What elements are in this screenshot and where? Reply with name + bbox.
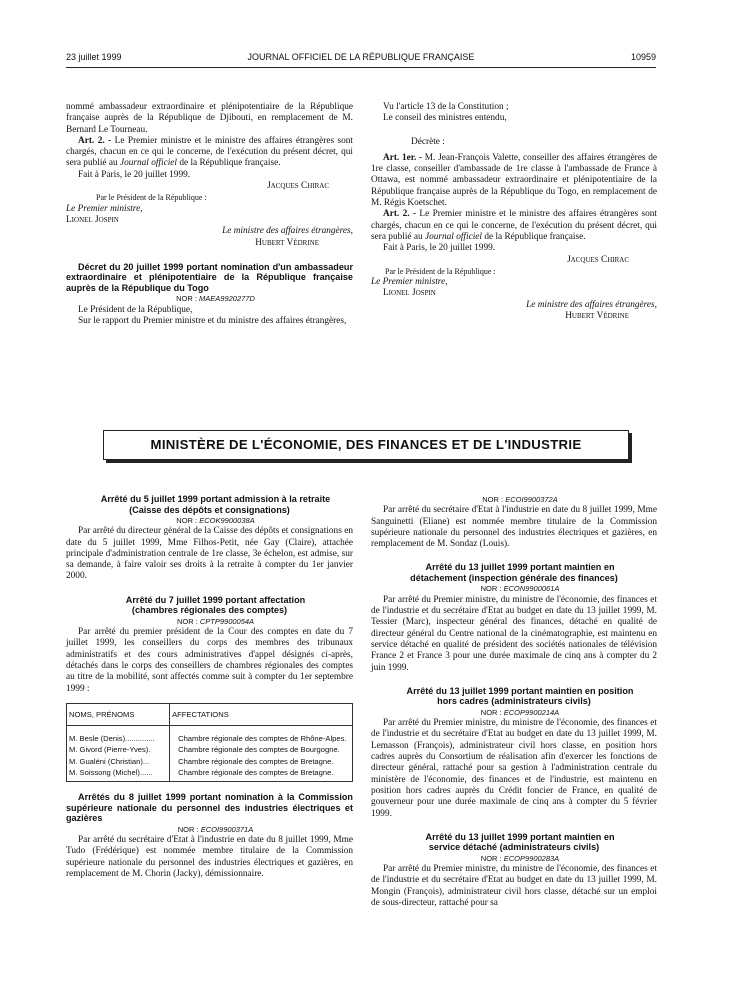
arrete-hors-cadres-nor: NOR : ECOP9900214A [480, 707, 560, 717]
table-row: M. Givord (Pierre-Yves). Chambre régionale des comptes de Bourgogne. [69, 745, 340, 755]
header-journal: JOURNAL OFFICIEL DE LA RÉPUBLIQUE FRANÇAISE [247, 52, 475, 62]
djibouti-paragraph: nommé ambassadeur extraordinaire et plénipotentiaire de la République française auprès de la République de Djibouti, en remplacement de M. Bernard Le Tourneau. [66, 102, 353, 135]
arretes-nomination-nor: NOR : ECOI9900371A [177, 824, 254, 834]
table-row: M. Gualéni (Christian)... Chambre régionale des comptes de Bretagne. [69, 756, 334, 766]
president-line: Le Président de la République, [78, 304, 193, 315]
top-left-column [66, 102, 353, 327]
table-header-noms: NOMS, PRÉNOMS [67, 704, 170, 726]
table-row: M. Besle (Denis).............. Chambre régionale des comptes de Rhône-Alpes. [69, 734, 347, 744]
ministry-banner-text: MINISTÈRE DE L'ÉCONOMIE, DES FINANCES ET DE L'INDUSTRIE [150, 437, 582, 452]
pm-name: Lionel Jospin [66, 214, 119, 225]
table-header-affectations: AFFECTATIONS [170, 704, 352, 726]
decret-nor: NOR : MAEA9920277D [176, 294, 255, 304]
arrete-hors-cadres-text: Par arrêté du Premier ministre, du ministre de l'économie, des finances et de l'industrie et du secrétaire d'Etat au budget en date du 13 juillet 1999, M. Lemasson (François), administrateur civil hors classe, en position hors cadres auprès du Consortium de réalisation afin d'exercer les fonctions de directeur général, rattaché pour sa gestion à l'administration centrale du ministère de l'économie, des finances et de l'industrie, est maintenu en position hors cadres auprès du Crédit foncier de France, en qualité de gouverneur pour une durée maximale de cinq ans à compter du 5 février 1999. [371, 718, 657, 819]
fait-a-paris-right: Fait à Paris, le 20 juillet 1999. [383, 243, 496, 254]
arretes-nomination-text: Par arrêté du secrétaire d'Etat à l'industrie en date du 8 juillet 1999, Mme Tudo (Frédérique) est nommée membre titulaire de la Commission supérieure nationale du personnel des industries électriques et gazières, en remplacement de M. Chorin (Jacky), démissionnaire. [66, 835, 353, 880]
arrete-detachement-text: Par arrêté du Premier ministre, du ministre de l'économie, des finances et de l'industrie et du secrétaire d'Etat au budget en date du 13 juillet 1999, M. Tessier (Marc), inspecteur général des finances, détaché en qualité de directeur général du Centre national de la cinématographie, est maintenu en service détaché en qualité de président des sociétés nationales de télévision France 2 et France 3 pour une durée maximale de cinq ans à compter du 2 juin 1999. [371, 594, 657, 673]
arrete-retraite-title: Arrêté du 5 juillet 1999 portant admission à la retraite (Caisse des dépôts et consignations) [100, 494, 331, 515]
mae-title-right: Le ministre des affaires étrangères, [526, 299, 657, 310]
arrete-detachement-nor: NOR : ECON9900061A [480, 584, 560, 594]
pm-title-right: Le Premier ministre, [371, 277, 448, 288]
header-date: 23 juillet 1999 [66, 52, 122, 62]
header-page-number: 10959 [630, 52, 656, 62]
header-rule [66, 67, 656, 68]
vu-constitution: Vu l'article 13 de la Constitution ; [383, 102, 509, 112]
sanguinetti-nor: NOR : ECOI9900372A [482, 495, 558, 504]
ministry-banner [103, 430, 629, 460]
table-row: M. Soissong (Michel)...... Chambre régionale des comptes de Bretagne. [67, 767, 352, 781]
sanguinetti-text: Par arrêté du secrétaire d'Etat à l'industrie en date du 8 juillet 1999, Mme Sanguinetti (Eliane) est nommée membre titulaire de la Commission supérieure nationale du personnel des industries électriques et gazières, en remplacement de M. Sondaz (Louis). [371, 505, 657, 550]
arrete-service-detache-title: Arrêté du 13 juillet 1999 portant maintien en service détaché (administrateurs civils) [425, 831, 615, 853]
fait-a-paris: Fait à Paris, le 20 juillet 1999. [78, 169, 191, 180]
arrete-retraite-text: Par arrêté du directeur général de la Caisse des dépôts et consignations en date du 5 juillet 1999, Mme Filhos-Petit, née Gay (Claire), attachée principale d'administration centrale de 1re classe, 3e échelon, est admise, sur sa demande, à faire valoir ses droits à la retraite à compter du 1er janvier 2000. [66, 526, 353, 582]
decrete: Décrète : [411, 136, 445, 147]
affectation-table [66, 703, 353, 782]
bottom-right-column [371, 494, 657, 909]
page-header [66, 52, 656, 66]
arrete-detachement-title: Arrêté du 13 juillet 1999 portant maintien en détachement (inspection générale des finances) [410, 562, 618, 583]
arrete-service-detache-nor: NOR : ECOP9900283A [480, 853, 560, 863]
signature-president-right: Jacques Chirac [567, 254, 629, 265]
arrete-affectation-text: Par arrêté du premier président de la Cour des comptes en date du 7 juillet 1999, les conseillers du corps des membres des tribunaux administratifs et des cours administratives d'appel désignés ci-après, détachés dans le corps des conseillers de chambres régionales des comptes au titre de la mobilité, sont affectés comme suit à compter du 1er septembre 1999 : [66, 627, 353, 694]
mae-name-right: Hubert Védrine [565, 311, 629, 322]
arrete-affectation-nor: NOR : CPTP9900054A [176, 616, 255, 626]
par-le-president: Par le Président de la République : [96, 193, 207, 203]
arrete-hors-cadres-title: Arrêté du 13 juillet 1999 portant maintien en position hors cadres (administrateurs civils) [406, 685, 634, 707]
rapport-line: Sur le rapport du Premier ministre et du ministre des affaires étrangères, [78, 315, 347, 326]
top-right-column [371, 102, 657, 322]
arrete-retraite-nor: NOR : ECOK9900038A [176, 516, 255, 525]
conseil-ministres: Le conseil des ministres entendu, [383, 113, 507, 124]
pm-name-right: Lionel Jospin [383, 288, 436, 299]
arrete-affectation-title: Arrêté du 7 juillet 1999 portant affectation (chambres régionales des comptes) [125, 594, 306, 616]
arrete-service-detache-text: Par arrêté du Premier ministre, du ministre de l'économie, des finances et de l'industrie et du secrétaire d'Etat au budget en date du 13 juillet 1999, M. Mongin (François), administrateur civil hors classe, détaché sur un emploi de sous-directeur, rattaché pour sa [371, 864, 657, 909]
article-2-right: Art. 2. - Le Premier ministre et le ministre des affaires étrangères sont chargés, chacun en ce qui le concerne, de l'exécution du présent décret, qui sera publié au Journal officiel de la République française. [371, 209, 657, 242]
mae-name: Hubert Védrine [255, 237, 319, 248]
decret-title: Décret du 20 juillet 1999 portant nomination d'un ambassadeur extraordinaire et plénipotentiaire de la République française auprès de la République du Togo [66, 261, 353, 293]
arretes-nomination-title: Arrêtés du 8 juillet 1999 portant nomination à la Commission supérieure nationale du personnel des industries électriques et gazières [66, 792, 353, 824]
pm-title: Le Premier ministre, [66, 203, 143, 214]
bottom-left-column [66, 494, 353, 880]
article-2: Art. 2. - Le Premier ministre et le ministre des affaires étrangères sont chargés, chacun en ce qui le concerne, de l'exécution du présent décret, qui sera publié au Journal officiel de la République française. [66, 135, 353, 169]
par-le-president-right: Par le Président de la République : [385, 266, 496, 276]
signature-president: Jacques Chirac [267, 181, 329, 192]
mae-title: Le ministre des affaires étrangères, [222, 226, 353, 237]
article-1: Art. 1er. - M. Jean-François Valette, conseiller des affaires étrangères de 1re classe, conseiller d'ambassade de 1re classe à l'ambassade de France à Ottawa, est nommé ambassadeur extraordinaire et plénipotentiaire de la République française auprès de la République du Togo, en remplacement de M. Régis Koetschet. [371, 152, 657, 209]
